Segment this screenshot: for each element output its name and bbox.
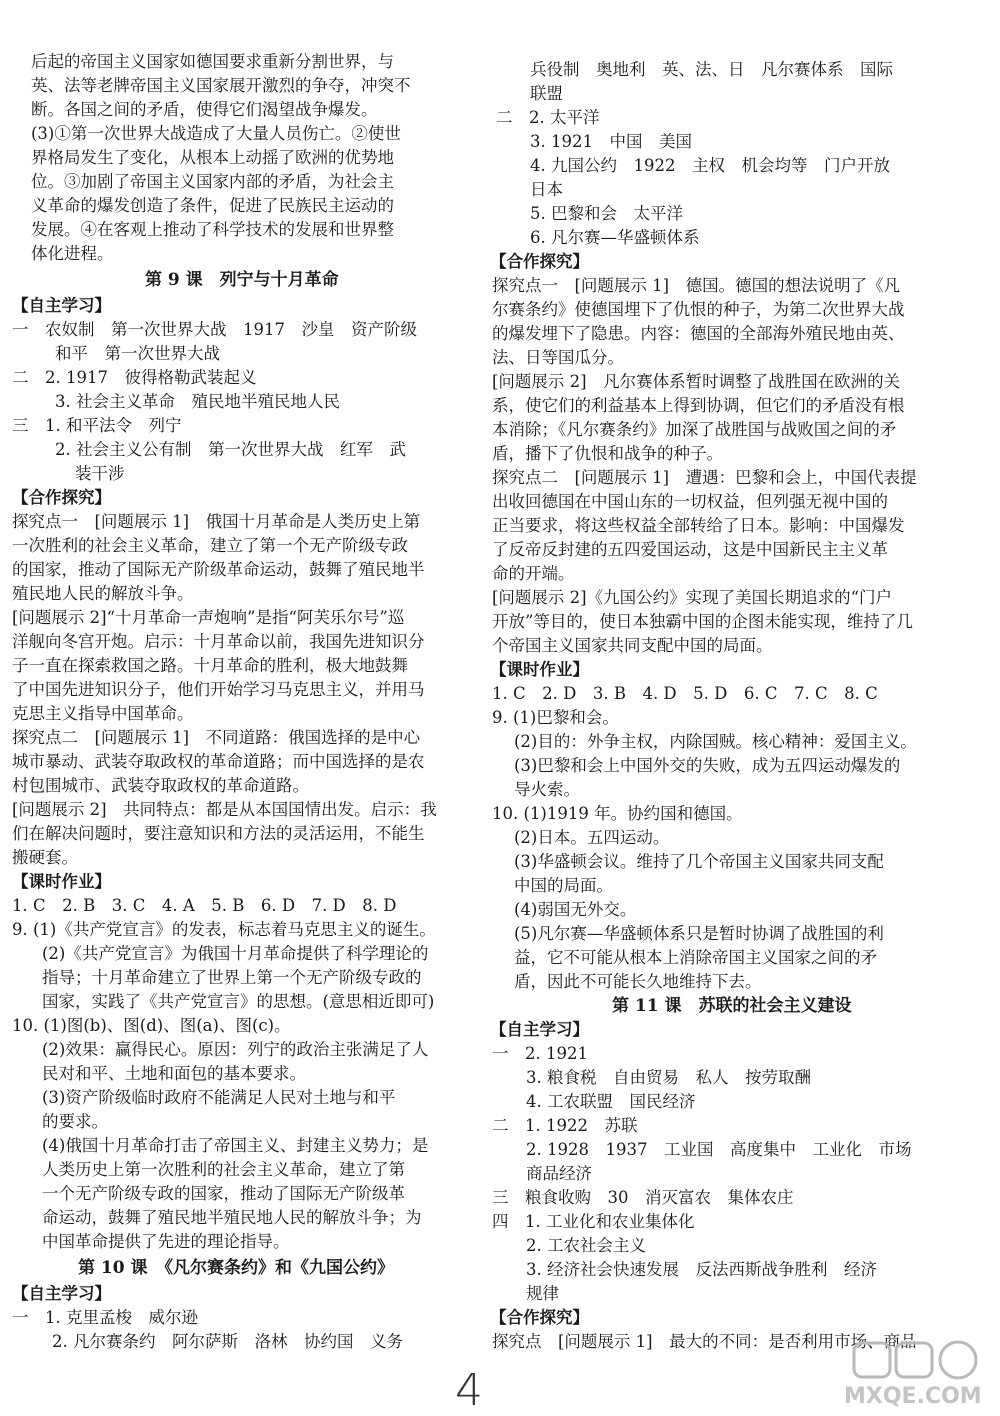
text-line-right: 个帝国主义国家共同支配中国的局面。 (492, 636, 773, 655)
text-line-left: 三 1. 和平法令 列宁 (12, 416, 182, 435)
text-line-left: 和平 第一次世界大战 (55, 344, 220, 363)
text-line-left: 的国家，推动了国际无产阶级革命运动，鼓舞了殖民地半 (12, 560, 425, 579)
text-line-right: 3. 粮食税 自由贸易 私人 按劳取酬 (526, 1068, 811, 1087)
text-line-left: 殖民地人民的解放斗争。 (12, 584, 194, 603)
text-line-right: 探究点一 [问题展示 1] 德国。德国的想法说明了《凡 (492, 276, 901, 295)
watermark-seal (854, 1342, 976, 1378)
text-line-right: 2. 工农社会主义 (526, 1236, 646, 1255)
text-line-left: 二 2. 1917 彼得格勒武装起义 (12, 368, 257, 387)
text-line-right: 商品经济 (526, 1164, 592, 1183)
text-line-right: 探究点 [问题展示 1] 最大的不同：是否利用市场、商品 (492, 1332, 917, 1351)
text-line-right: 了反帝反封建的五四爱国运动，这是中国新民主主义革 (492, 540, 888, 559)
text-line-right: 尔赛条约》使德国埋下了仇恨的种子，为第二次世界大战 (492, 300, 905, 319)
watermark-logo (840, 1339, 990, 1409)
text-line-left: 中国革命提供了先进的理论指导。 (42, 1232, 290, 1251)
text-line-right: 规律 (526, 1284, 559, 1303)
text-line-left: 一个无产阶级专政的国家，推动了国际无产阶级革 (42, 1184, 405, 1203)
lesson-title-left: 第 9 课 列宁与十月革命 (145, 270, 339, 290)
section-heading-left: 【课时作业】 (12, 872, 111, 891)
text-line-left: 英、法等老牌帝国主义国家展开激烈的争夺，冲突不 (31, 76, 411, 95)
text-line-left: 2. 社会主义公有制 第一次世界大战 红军 武 (55, 440, 406, 459)
text-line-right: (2)日本。五四运动。 (514, 828, 670, 847)
section-heading-left: 【合作探究】 (12, 488, 111, 507)
text-line-right: 盾，因此不可能长久地维持下去。 (514, 972, 762, 991)
text-line-left: 人类历史上第一次胜利的社会主义革命，建立了第 (42, 1160, 405, 1179)
text-line-right: 10. (1)1919 年。协约国和德国。 (492, 804, 743, 823)
text-line-right: 探究点二 [问题展示 1] 遭遇：巴黎和会上，中国代表提 (492, 468, 917, 487)
text-line-left: 们在解决问题时，要注意知识和方法的灵活运用，不能生 (12, 824, 425, 843)
text-line-right: 益，它不可能从根本上消除帝国主义国家之间的矛 (514, 948, 877, 967)
text-line-left: [问题展示 2] 共同特点：都是从本国国情出发。启示：我 (12, 800, 437, 819)
section-heading-right: 【课时作业】 (490, 660, 589, 679)
text-line-left: 民对和平、土地和面包的基本要求。 (42, 1064, 306, 1083)
section-heading-right: 【合作探究】 (490, 252, 589, 271)
text-line-right: 5. 巴黎和会 太平洋 (530, 204, 683, 223)
text-line-left: 后起的帝国主义国家如德国要求重新分割世界，与 (31, 52, 394, 71)
text-line-right: 4. 九国公约 1922 主权 机会均等 门户开放 (530, 156, 890, 175)
text-line-left: 命运动，鼓舞了殖民地半殖民地人民的解放斗争；为 (42, 1208, 422, 1227)
text-line-left: [问题展示 2]“十月革命一声炮响”是指“阿芙乐尔号”巡 (12, 608, 405, 627)
text-line-left: 发展。④在客观上推动了科学技术的发展和世界整 (31, 220, 394, 239)
text-line-left: 村包围城市、武装夺取政权的革命道路。 (12, 776, 309, 795)
text-line-left: 探究点一 [问题展示 1] 俄国十月革命是人类历史上第 (12, 512, 421, 531)
text-line-right: 3. 1921 中国 美国 (530, 132, 692, 151)
text-line-right: 9. (1)巴黎和会。 (492, 708, 619, 727)
text-line-left: 1. C 2. B 3. C 4. A 5. B 6. D 7. D 8. D (12, 896, 397, 915)
text-line-right: 4. 工农联盟 国民经济 (526, 1092, 696, 1111)
text-line-right: 一 2. 1921 (492, 1044, 588, 1063)
text-line-right: 的爆发埋下了隐患。内容：德国的全部海外殖民地由英、 (492, 324, 905, 343)
section-heading-left: 【自主学习】 (12, 1284, 111, 1303)
text-line-left: 位。③加剧了帝国主义国家内部的矛盾，为社会主 (31, 172, 394, 191)
text-line-right: (5)凡尔赛—华盛顿体系只是暂时协调了战胜国的利 (514, 924, 884, 943)
text-line-right: 2. 1928 1937 工业国 高度集中 工业化 市场 (526, 1140, 912, 1159)
text-line-left: 国家，实践了《共产党宣言》的思想。(意思相近即可) (42, 992, 435, 1011)
text-line-right: 二 1. 1922 苏联 (492, 1116, 638, 1135)
page-number: 4 (455, 1365, 483, 1416)
section-heading-left: 【自主学习】 (12, 296, 111, 315)
text-line-left: 洋舰向冬宫开炮。启示：十月革命以前，我国先进知识分 (12, 632, 425, 651)
text-line-left: (2)《共产党宣言》为俄国十月革命提供了科学理论的 (42, 944, 429, 963)
text-line-right: 本消除；《凡尔赛条约》加深了战胜国与战败国之间的矛 (492, 420, 897, 439)
text-line-right: 三 粮食收购 30 消灭富农 集体农庄 (492, 1188, 794, 1207)
text-line-right: 3. 经济社会快速发展 反法西斯战争胜利 经济 (526, 1260, 877, 1279)
text-line-right: 导火索。 (514, 780, 580, 799)
text-line-left: 断。各国之间的矛盾，使得它们渴望战争爆发。 (31, 100, 378, 119)
text-line-right: 日本 (530, 180, 563, 199)
text-line-right: 出收回德国在中国山东的一切权益，但列强无视中国的 (492, 492, 888, 511)
text-line-left: 了中国先进知识分子，他们开始学习马克思主义，并用马 (12, 680, 425, 699)
text-line-left: 一 1. 克里孟梭 威尔逊 (12, 1308, 198, 1327)
text-line-left: 3. 社会主义革命 殖民地半殖民地人民 (55, 392, 340, 411)
text-line-right: 盾，播下了仇恨和战争的种子。 (492, 444, 723, 463)
text-line-left: 的要求。 (42, 1112, 108, 1131)
text-line-left: 子一直在探索救国之路。十月革命的胜利，极大地鼓舞 (12, 656, 408, 675)
section-heading-right: 【自主学习】 (490, 1020, 589, 1039)
text-line-left: (3)①第一次世界大战造成了大量人员伤亡。②使世 (31, 124, 401, 143)
text-line-right: 兵役制 奥地利 英、法、日 凡尔赛体系 国际 (530, 60, 893, 79)
lesson-title-left: 第 10 课 《凡尔赛条约》和《九国公约》 (78, 1258, 394, 1278)
text-line-right: 联盟 (530, 84, 563, 103)
text-line-left: 指导；十月革命建立了世界上第一个无产阶级专政的 (42, 968, 422, 987)
text-line-left: 探究点二 [问题展示 1] 不同道路：俄国选择的是中心 (12, 728, 421, 747)
text-line-left: 城市暴动、武装夺取政权的革命道路；而中国选择的是农 (12, 752, 425, 771)
text-line-left: 一 农奴制 第一次世界大战 1917 沙皇 资产阶级 (12, 320, 417, 339)
text-line-left: 一次胜利的社会主义革命，建立了第一个无产阶级专政 (12, 536, 408, 555)
text-line-right: 四 1. 工业化和农业集体化 (492, 1212, 695, 1231)
text-line-left: 体化进程。 (31, 244, 114, 263)
text-line-left: 9. (1)《共产党宣言》的发表，标志着马克思主义的诞生。 (12, 920, 436, 939)
text-line-left: 2. 凡尔赛条约 阿尔萨斯 洛林 协约国 义务 (52, 1332, 403, 1351)
text-line-right: 1. C 2. D 3. B 4. D 5. D 6. C 7. C 8. C (492, 684, 878, 703)
text-line-left: (3)资产阶级临时政府不能满足人民对土地与和平 (42, 1088, 396, 1107)
text-line-right: (3)华盛顿会议。维持了几个帝国主义国家共同支配 (514, 852, 884, 871)
text-line-right: 开放”等目的，使日本独霸中国的企图未能实现，维持了几 (492, 612, 913, 631)
text-line-right: (2)目的：外争主权，内除国贼。核心精神：爱国主义。 (514, 732, 917, 751)
text-line-left: 界格局发生了变化，从根本上动摇了欧洲的优势地 (31, 148, 394, 167)
text-line-right: 系，使它们的利益基本上得到协调，但它们的矛盾没有根 (492, 396, 905, 415)
text-line-left: 克思主义指导中国革命。 (12, 704, 194, 723)
text-line-right: 法、日等国瓜分。 (492, 348, 624, 367)
text-line-right: [问题展示 2] 凡尔赛体系暂时调整了战胜国在欧洲的关 (492, 372, 901, 391)
text-line-right: 正当要求，将这些权益全部转给了日本。影响：中国爆发 (492, 516, 905, 535)
text-line-right: (4)弱国无外交。 (514, 900, 637, 919)
lesson-title-right: 第 11 课 苏联的社会主义建设 (612, 996, 852, 1016)
text-line-right: 中国的局面。 (514, 876, 613, 895)
text-line-left: 义革命的爆发创造了条件，促进了民族民主运动的 (31, 196, 394, 215)
watermark-text: MXQE.COM (844, 1384, 982, 1409)
text-line-right: 6. 凡尔赛—华盛顿体系 (530, 228, 700, 247)
text-line-left: (2)效果：赢得民心。原因：列宁的政治主张满足了人 (42, 1040, 429, 1059)
text-line-right: [问题展示 2]《九国公约》实现了美国长期追求的“门户 (492, 588, 893, 607)
text-line-right: (3)巴黎和会上中国外交的失败，成为五四运动爆发的 (514, 756, 901, 775)
section-heading-right: 【合作探究】 (490, 1308, 589, 1327)
text-line-left: 搬硬套。 (12, 848, 78, 867)
text-line-left: 10. (1)图(b)、图(d)、图(a)、图(c)。 (12, 1016, 291, 1035)
text-line-left: 装干涉 (75, 464, 125, 483)
text-line-left: (4)俄国十月革命打击了帝国主义、封建主义势力；是 (42, 1136, 429, 1155)
text-line-right: 二 2. 太平洋 (496, 108, 600, 127)
text-line-right: 命的开端。 (492, 564, 575, 583)
